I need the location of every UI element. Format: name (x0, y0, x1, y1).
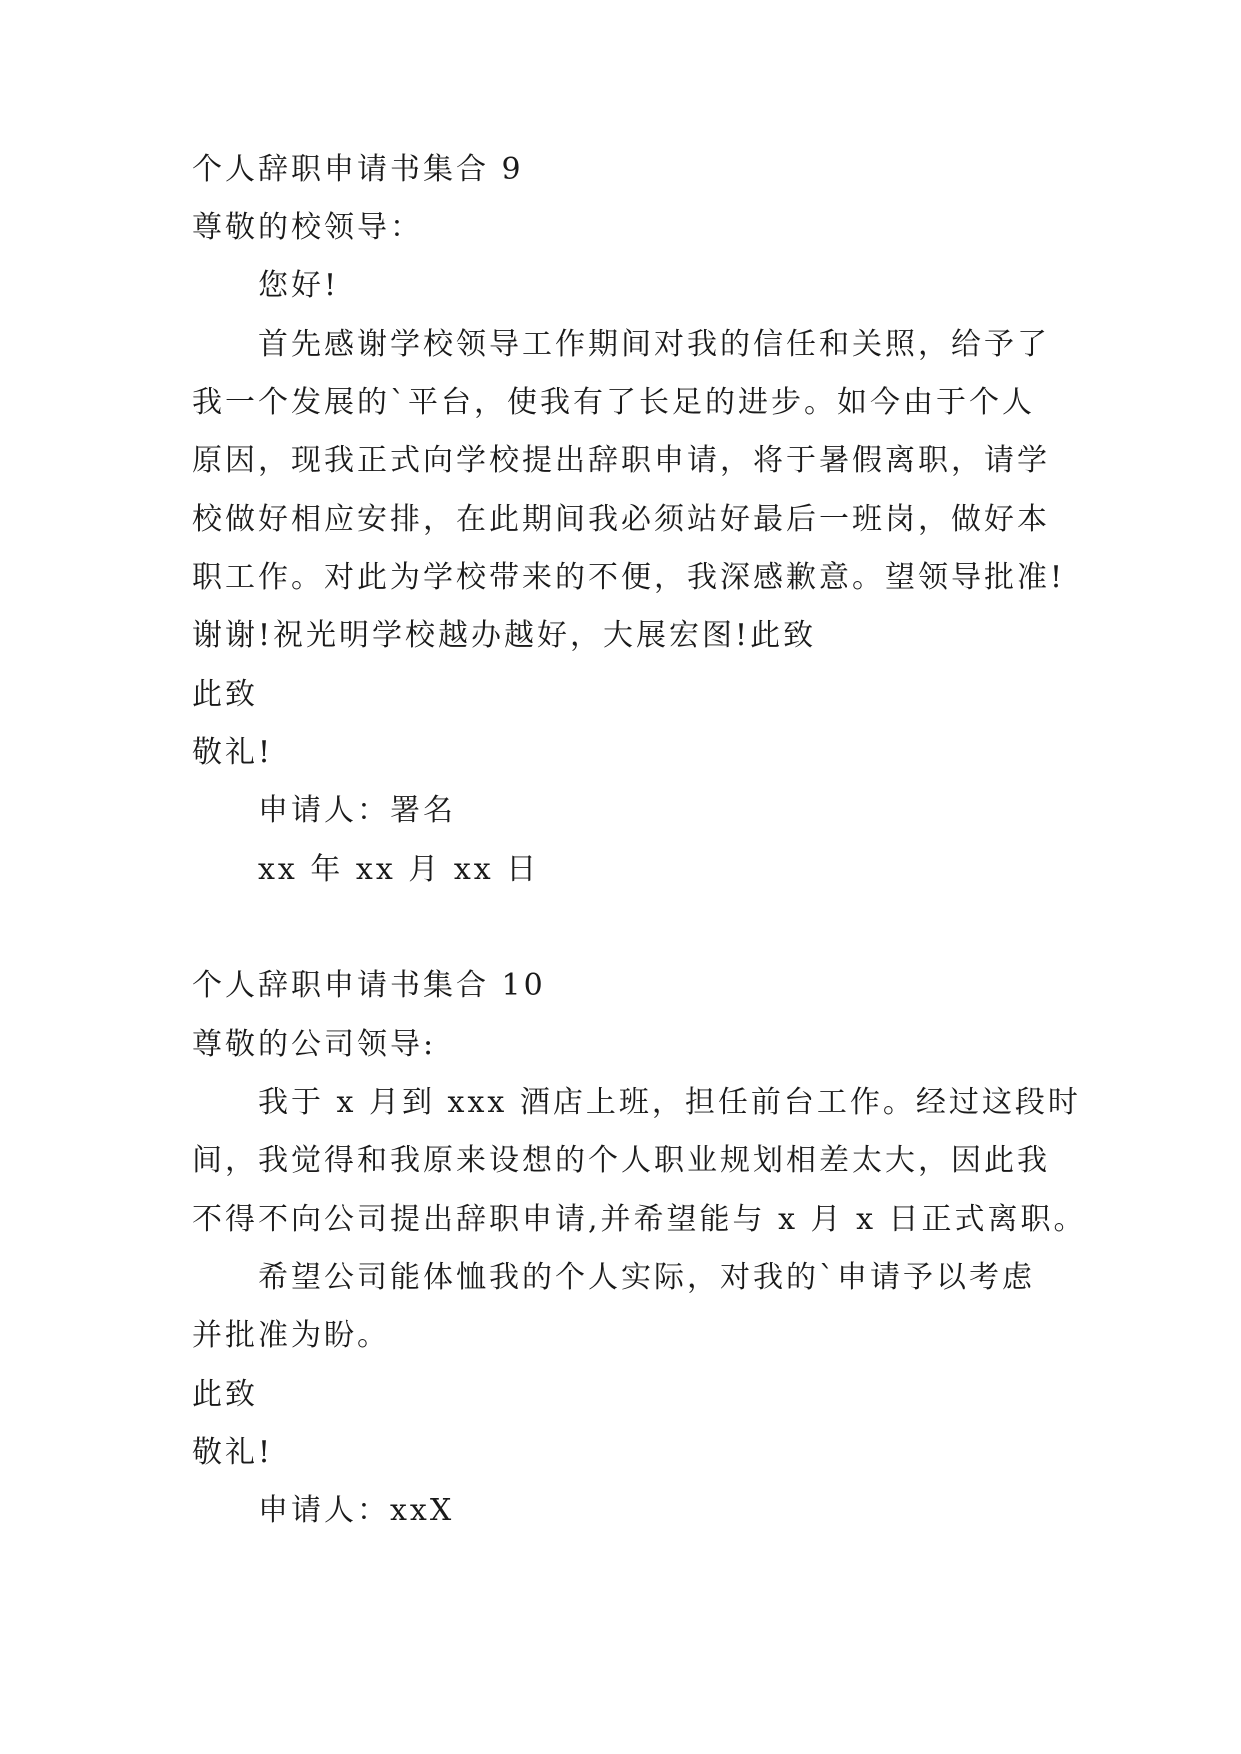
letter2-regards: 敬礼! (192, 1435, 274, 1470)
letter1-closing: 此致 (192, 677, 258, 712)
letter1-date: xx 年 xx 月 xx 日 (258, 852, 540, 887)
letter1-regards: 敬礼! (192, 735, 274, 770)
letter1-signature: 申请人：署名 (258, 793, 456, 828)
letter2-body-line: 并批准为盼。 (192, 1318, 390, 1353)
letter1-salutation: 尊敬的校领导： (192, 210, 423, 245)
letter2-closing: 此致 (192, 1377, 258, 1412)
letter2-body-line: 希望公司能体恤我的个人实际，对我的`申请予以考虑 (258, 1260, 1035, 1295)
letter1-body-line: 校做好相应安排，在此期间我必须站好最后一班岗，做好本 (192, 502, 1050, 537)
letter1-body-line: 首先感谢学校领导工作期间对我的信任和关照，给予了 (258, 327, 1050, 362)
letter2-body-line: 不得不向公司提出辞职申请,并希望能与 x 月 x 日正式离职。 (192, 1202, 1087, 1237)
letter1-body-line: 职工作。对此为学校带来的不便，我深感歉意。望领导批准! (192, 560, 1066, 595)
letter2-signature: 申请人：xxX (258, 1493, 455, 1528)
letter1-body-line: 原因，现我正式向学校提出辞职申请，将于暑假离职，请学 (192, 443, 1050, 478)
letter1-title: 个人辞职申请书集合 9 (192, 152, 524, 187)
letter1-body-line: 谢谢!祝光明学校越办越好，大展宏图!此致 (192, 618, 817, 653)
letter1-greeting: 您好! (258, 268, 340, 303)
letter2-body-line: 我于 x 月到 xxx 酒店上班，担任前台工作。经过这段时 (258, 1085, 1081, 1120)
letter2-body-line: 间，我觉得和我原来设想的个人职业规划相差太大，因此我 (192, 1143, 1050, 1178)
letter1-body-line: 我一个发展的`平台，使我有了长足的进步。如今由于个人 (192, 385, 1035, 420)
letter2-title: 个人辞职申请书集合 10 (192, 968, 546, 1003)
letter2-salutation: 尊敬的公司领导: (192, 1027, 437, 1062)
